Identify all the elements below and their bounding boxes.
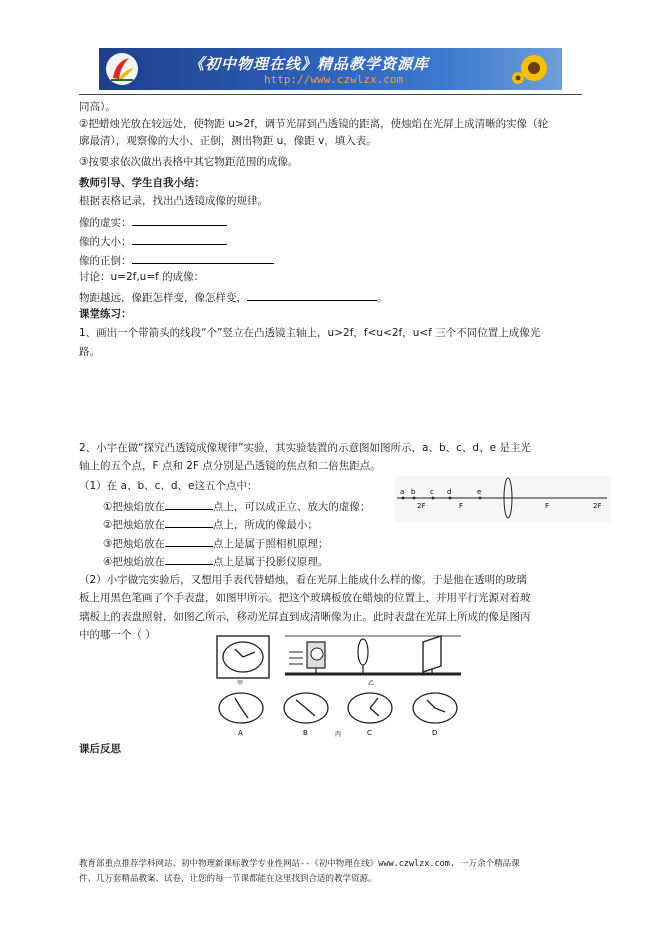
tick-label: 2F xyxy=(417,502,426,510)
section-heading: 课堂练习： xyxy=(79,308,132,320)
text-label: 点上是属于照相机原理； xyxy=(212,538,329,550)
answer-blank[interactable] xyxy=(132,233,227,245)
text-line: 根据表格记录，找出凸透镜成像的规律。 xyxy=(79,195,268,207)
svg-text:e: e xyxy=(477,488,482,496)
text-label: 。 xyxy=(377,292,388,304)
answer-blank[interactable] xyxy=(165,535,213,547)
text-line: 讨论：u=2f,u=f 的成像： xyxy=(79,271,205,283)
answer-blank[interactable] xyxy=(132,214,227,226)
text-line: 中的哪一个（ ） xyxy=(79,629,156,641)
text-line: 璃板上的表盘照射，如图乙所示，移动光屏直到成清晰像为止。此时表盘在光屏上所成的像是图丙 xyxy=(79,611,531,623)
blank-line-row xyxy=(79,214,227,230)
text-label: ②把烛焰放在 xyxy=(103,519,165,531)
choice-label: D xyxy=(432,729,438,737)
blank-line-row xyxy=(103,535,328,551)
header-rule xyxy=(79,94,582,95)
figure-label: 乙 xyxy=(368,680,375,687)
text-line: 2、小宇在做“探究凸透镜成像规律”实验，其实验装置的示意图如图所示，a、b、c、d、e 是主光 xyxy=(79,442,531,454)
svg-text:c: c xyxy=(430,488,434,496)
text-label: 像的大小： xyxy=(79,236,132,248)
text-line: 廓最清），观察像的大小、正倒，测出物距 u，像距 v，填入表。 xyxy=(79,135,377,147)
text-label: ④把烛焰放在 xyxy=(103,556,165,568)
text-line: ③按要求依次做出表格中其它物距范围的成像。 xyxy=(79,156,299,168)
text-label: 物距越远，像距怎样变，像怎样变， xyxy=(79,292,247,304)
section-heading: 教师引导、学生自我小结： xyxy=(79,177,205,189)
text-line: 同高）。 xyxy=(79,101,116,113)
footer-line: 件、几万套精品教案、试卷，让您的每一节课都能在这里找到合适的教学资源。 xyxy=(79,874,377,884)
header-banner xyxy=(99,48,562,90)
optical-axis-diagram xyxy=(395,476,611,522)
text-label: 点上，可以成正立、放大的虚像； xyxy=(212,501,371,513)
blank-line-row xyxy=(79,289,388,305)
tick-label: F xyxy=(545,502,550,510)
clock-face-figure xyxy=(213,632,465,740)
choice-label: A xyxy=(238,729,243,737)
text-line: 板上用黑色笔画了个手表盘，如图甲所示。把这个玻璃板放在蜡烛的位置上，并用平行光源对着玻 xyxy=(79,592,531,604)
text-line: ②把蜡烛光放在较远处，使物距 u>2f，调节光屏到凸透镜的距离，使烛焰在光屏上成清晰的实像（轮 xyxy=(79,118,549,130)
banner-url[interactable]: http://www.czwlzx.com xyxy=(264,73,404,86)
blank-line-row xyxy=(79,233,227,249)
text-label: 点上是属于投影仪原理。 xyxy=(212,556,329,568)
sunflower-icon xyxy=(512,52,552,86)
tick-label: F xyxy=(459,502,464,510)
answer-blank[interactable] xyxy=(247,289,377,301)
text-line: 1、画出一个带箭头的线段“个”竖立在凸透镜主轴上，u>2f，f<u<2f，u<f 三个不同位置上成像光 xyxy=(79,327,541,339)
section-heading: 课后反思 xyxy=(79,743,121,755)
text-label: ①把烛焰放在 xyxy=(103,501,165,513)
text-line: （1）在 a、b、c、d、e这五个点中： xyxy=(79,480,258,492)
text-label: 像的虚实： xyxy=(79,217,132,229)
svg-text:a: a xyxy=(400,488,405,496)
blank-line-row xyxy=(79,252,274,268)
text-line: 路。 xyxy=(79,346,100,358)
footer-line: 教育部重点推荐学科网站、初中物理新课标教学专业性网站--《初中物理在线》www.czwlzx.com. 一万余个精品课 xyxy=(79,859,520,869)
tick-label: 2F xyxy=(593,502,602,510)
svg-text:d: d xyxy=(447,488,452,496)
choice-label: C xyxy=(367,729,372,737)
answer-blank[interactable] xyxy=(165,498,213,510)
site-logo-icon xyxy=(105,52,139,86)
text-line: （2）小宇做完实验后，又想用手表代替蜡烛，看在光屏上能成什么样的像。于是他在透明的玻璃 xyxy=(79,574,527,586)
text-label: ③把烛焰放在 xyxy=(103,538,165,550)
text-label: 像的正倒： xyxy=(79,255,132,267)
blank-line-row xyxy=(103,516,318,532)
text-label: 点上，所成的像最小； xyxy=(212,519,318,531)
svg-text:b: b xyxy=(411,488,416,496)
text-line: 轴上的五个点，F 点和 2F 点分别是凸透镜的焦点和二倍焦距点。 xyxy=(79,460,381,472)
figure-label: 甲 xyxy=(237,680,244,687)
blank-line-row xyxy=(103,553,328,569)
answer-blank[interactable] xyxy=(132,252,274,264)
choice-label: B xyxy=(303,729,308,737)
answer-blank[interactable] xyxy=(165,553,213,565)
blank-line-row xyxy=(103,498,370,514)
banner-title: 《初中物理在线》精品教学资源库 xyxy=(189,55,430,73)
answer-blank[interactable] xyxy=(165,516,213,528)
figure-label: 丙 xyxy=(335,731,342,738)
